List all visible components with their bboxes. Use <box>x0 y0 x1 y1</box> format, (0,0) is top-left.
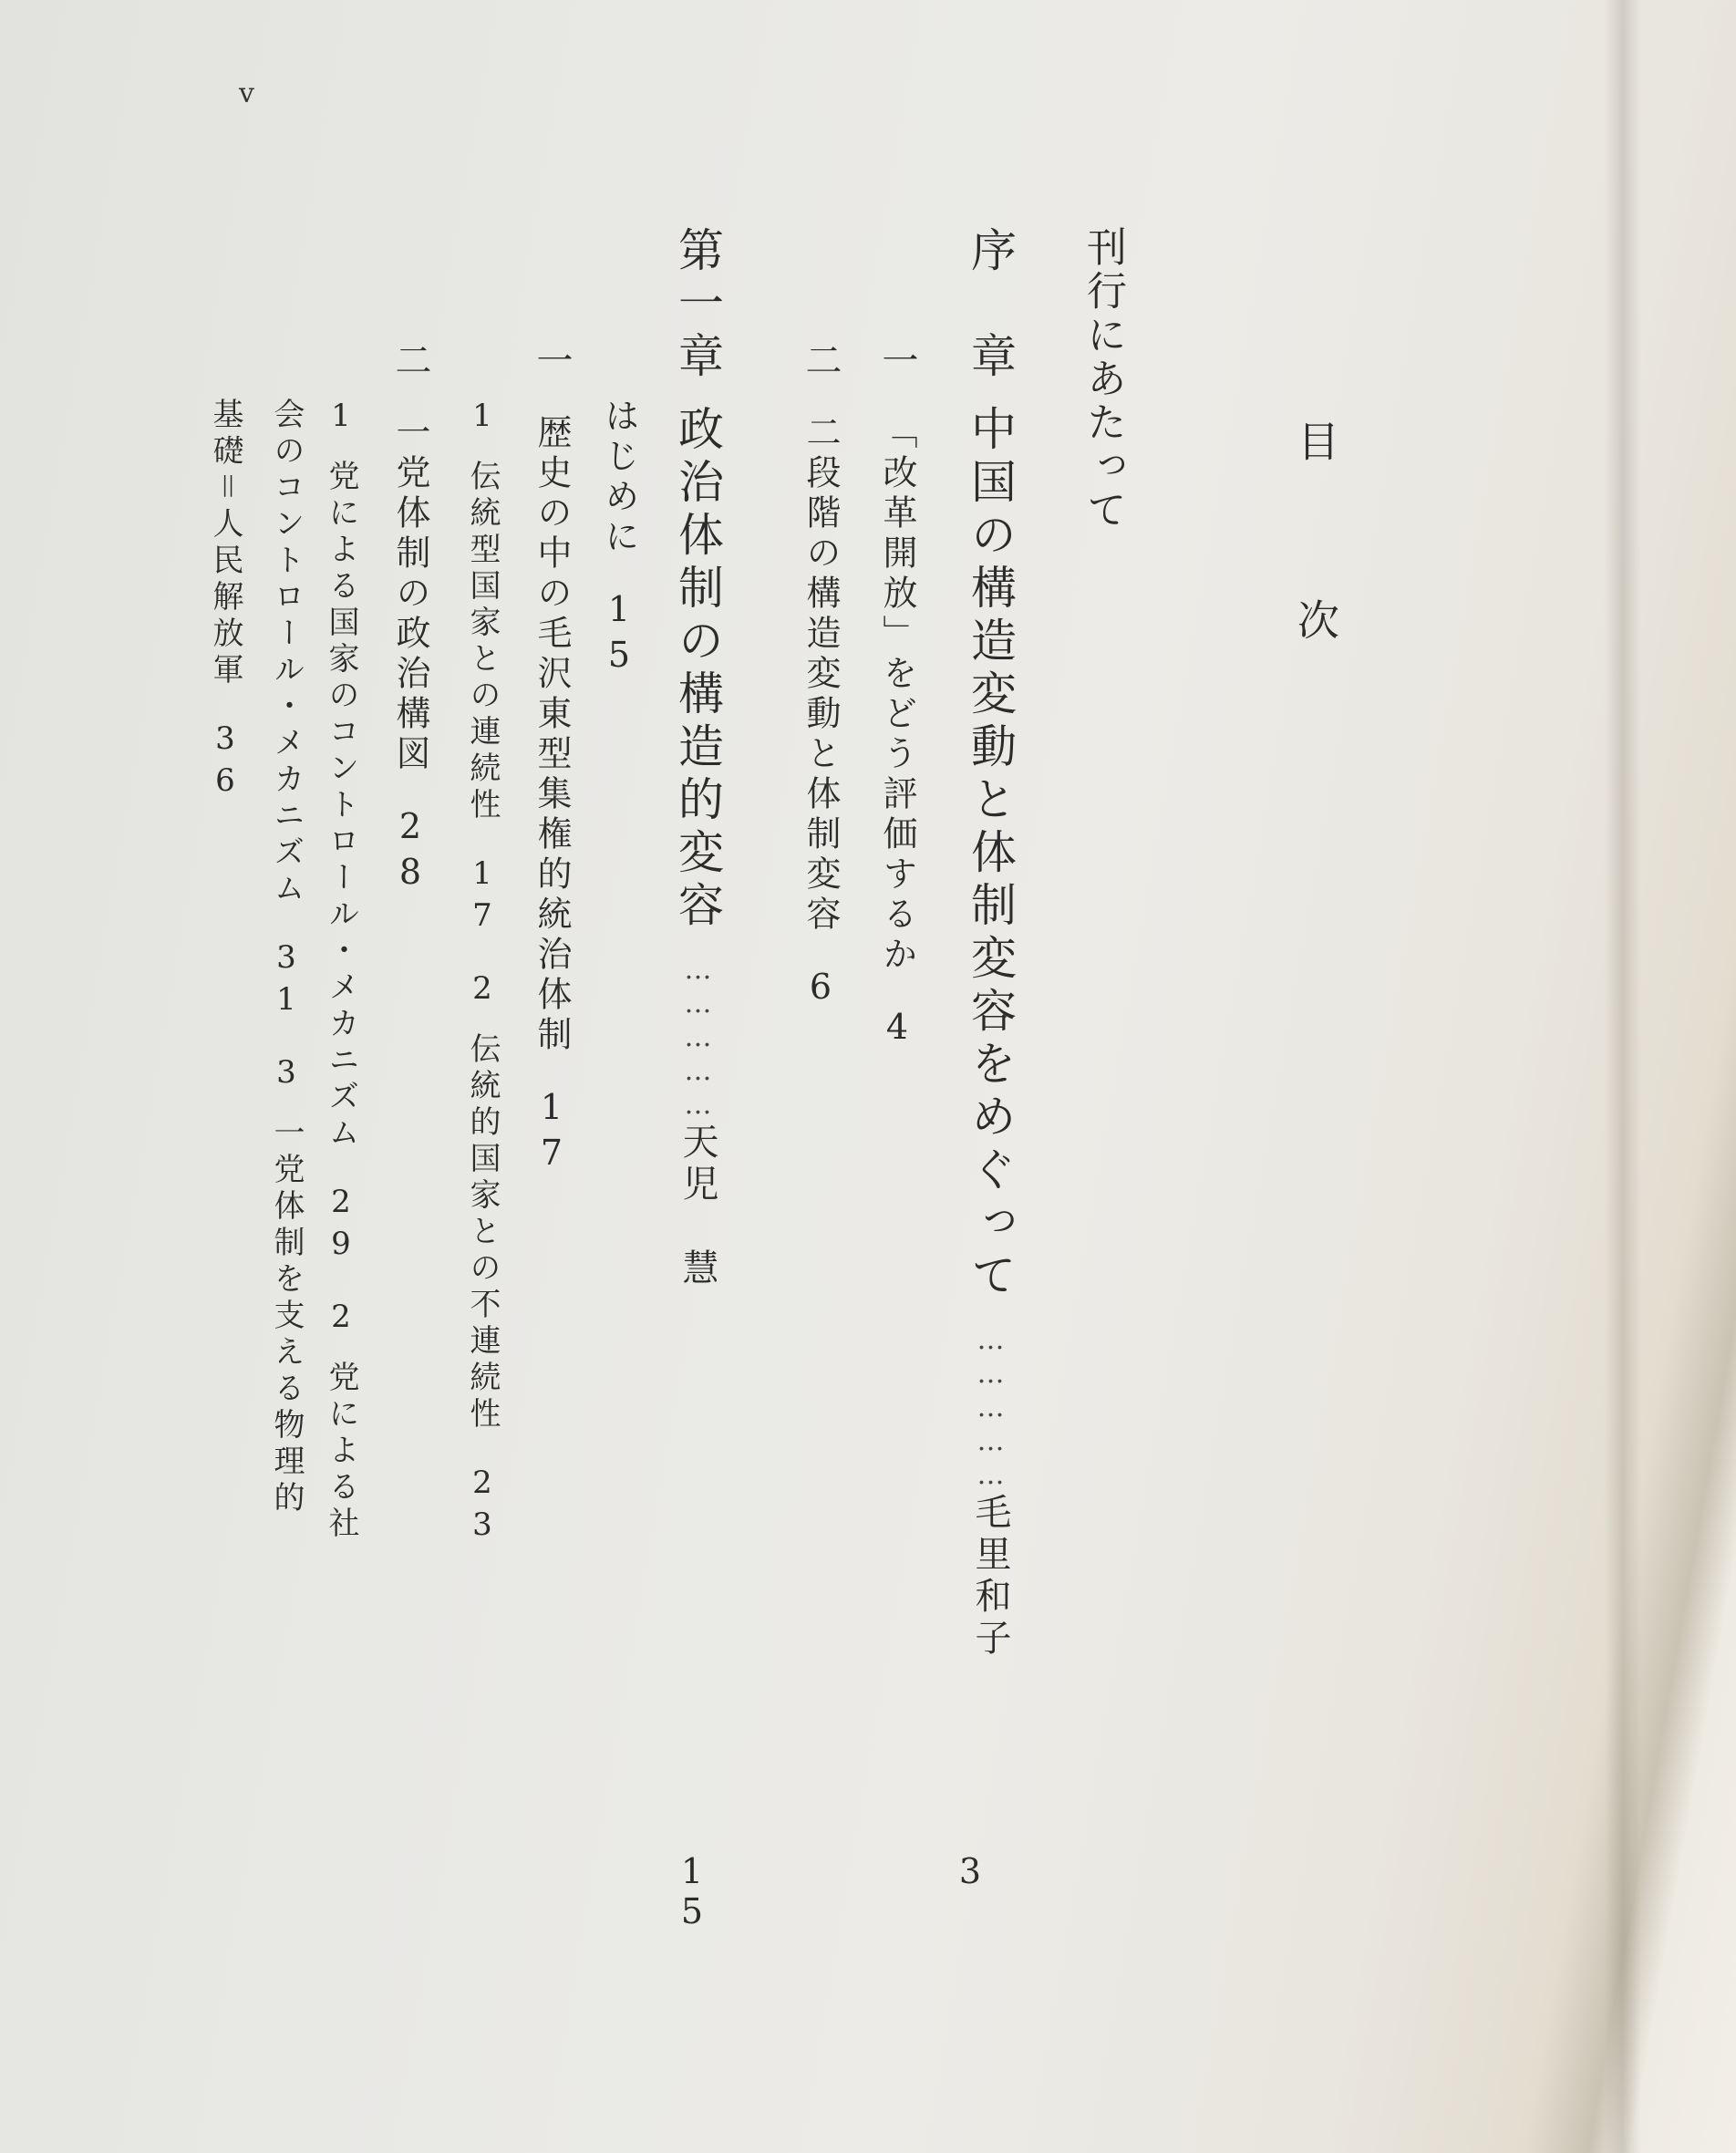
section-page: 15 <box>599 589 639 680</box>
subsection-title-part: 一党体制を支える物理的 <box>268 1116 305 1517</box>
section-number: 一 <box>876 341 918 383</box>
section-title: 歴史の中の毛沢東型集権的統治体制 <box>532 414 572 1056</box>
toc-section-hajime <box>599 398 639 680</box>
leader-dots: …………… <box>682 954 714 1123</box>
chapter-prefix: 第一章 <box>671 226 724 385</box>
toc-subsection-continued <box>207 398 243 804</box>
subsection-title-part: 基礎＝人民解放軍 <box>207 398 243 689</box>
subsection-title: 伝統型国家との連続性 <box>464 460 501 824</box>
toc-section <box>531 341 573 1178</box>
section-page: 6 <box>801 967 841 1012</box>
section-page: 4 <box>877 1007 917 1052</box>
toc-entry-intro-chapter <box>964 226 1017 1661</box>
leader-dots: …………… <box>975 1324 1007 1493</box>
section-title: 「改革開放」をどう評価するか <box>877 414 917 976</box>
page-gutter-shadow <box>1605 0 1641 2153</box>
subsection-title-part: 会のコントロール・メカニズム <box>268 398 305 908</box>
section-title: 二段階の構造変動と体制変容 <box>801 414 841 936</box>
chapter-page: 15 <box>672 1851 712 1931</box>
subsection-page: 36 <box>207 720 243 804</box>
toc-section <box>876 341 918 1052</box>
toc-section <box>800 341 842 1012</box>
subsection-number: 1 <box>323 398 359 440</box>
chapter-prefix: 序 章 <box>964 226 1017 385</box>
toc-subsection-continued <box>268 398 305 1517</box>
chapter-author: 毛里和子 <box>969 1493 1011 1661</box>
subsection-page: 29 <box>323 1184 359 1268</box>
section-number: 二 <box>800 341 842 383</box>
section-number: 二 <box>389 341 431 383</box>
subsection-number: 1 <box>464 398 501 440</box>
toc-section <box>389 341 431 897</box>
chapter-author: 天児 慧 <box>677 1123 718 1290</box>
section-title: 一党体制の政治構図 <box>390 414 430 775</box>
toc-subsection <box>464 398 501 1548</box>
subsection-page: 23 <box>464 1465 501 1548</box>
chapter-page: 3 <box>950 1851 990 1891</box>
subsection-title-part: 党による社 <box>323 1361 359 1543</box>
subsection-number: 3 <box>268 1054 305 1096</box>
subsection-page: 17 <box>464 855 501 939</box>
chapter-title: 中国の構造変動と体制変容をめぐって <box>964 405 1017 1304</box>
subsection-title: 伝統的国家との不連続性 <box>464 1032 501 1434</box>
section-page: 17 <box>532 1087 572 1178</box>
toc-subsection <box>323 398 359 1543</box>
subsection-page: 31 <box>268 939 305 1023</box>
toc-entry-chapter-1 <box>671 226 724 1290</box>
section-title: はじめに <box>599 398 639 558</box>
toc-entry-preface: 刊行にあたって <box>1080 226 1126 533</box>
subsection-number: 2 <box>464 970 501 1012</box>
chapter-title: 政治体制の構造的変容 <box>671 405 724 934</box>
subsection-title: 党による国家のコントロール・メカニズム <box>323 460 359 1153</box>
toc-title: 目次 <box>1291 419 1340 777</box>
page-number: v <box>239 78 254 109</box>
section-number: 一 <box>531 341 573 383</box>
subsection-number: 2 <box>323 1299 359 1340</box>
section-page: 28 <box>390 806 430 897</box>
